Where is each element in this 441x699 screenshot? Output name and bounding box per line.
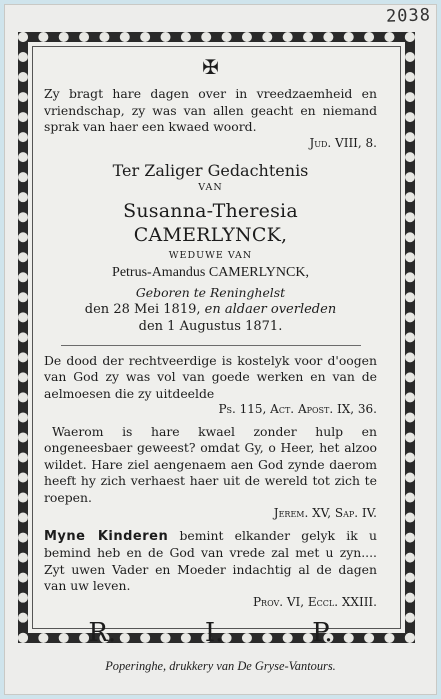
opening-quote-ref: Jud. VIII, 8. [309,135,377,150]
widow-label: WEDUWE VAN [168,249,253,261]
death-date: den 1 Augustus 1871. [138,318,283,334]
printer-line: Poperinghe, drukkery van De Gryse-Vantours. [105,659,336,673]
opening-quote: Zy bragt hare dagen over in vreedzaemheid en vriendschap, zy was van allen geacht en niemand sprak van haer een kwaed woord. [44,86,377,135]
children-ref: Prov. VI, Eccl. XXIII. [252,594,377,609]
paragraph-1: De dood der rechtveerdige is kostelyk voor d'oogen van God zy was vol van goede werken en van de aelmoesen die zy uitdeelde [44,352,377,401]
children-text: bemint elkander gelyk ik u bemind heb en de God van vrede zal met u zyn.... Zyt uwen Vader en Moeder indachtig al de dagen van uw leven. [44,528,377,594]
birth-death-line [44,301,377,318]
memorial-card [4,4,437,695]
husband-name: Petrus-Amandus CAMERLYNCK, [112,264,309,280]
birth-date: den 28 Mei 1819, [84,301,201,317]
birth-place: Geboren te Reninghelst [135,284,286,300]
archive-number: 2038 [385,5,432,27]
cross-icon: ✠ [202,55,219,79]
children-paragraph [44,528,377,595]
rip-line [44,618,377,648]
rip-p: P. [312,617,333,648]
paragraph-2: Waerom is hare kwael zonder hulp en ongeneesbaer geweest? omdat Gy, o Heer, het alzoo wildet. Hare ziel aengenaem aen God zynde daerom heeft hy zich verhaest haer uit de wereld tot zich te roepen. [44,424,377,505]
rip-i: I. [204,617,224,648]
paragraph-2-ref: Jerem. XV, Sap. IV. [273,506,377,521]
death-place-note: en aldaer overleden [204,301,337,317]
divider [61,345,361,346]
card-content [44,55,377,648]
memoriam-heading: Ter Zaliger Gedachtenis [112,160,309,180]
paragraph-1-ref: Ps. 115, Act. Apost. IX, 36. [218,402,377,416]
van-label: VAN [198,181,223,193]
deceased-name: Susanna-Theresia CAMERLYNCK, [123,199,298,246]
children-lead: Myne Kinderen [44,529,169,545]
rip-r: R. [88,617,117,648]
